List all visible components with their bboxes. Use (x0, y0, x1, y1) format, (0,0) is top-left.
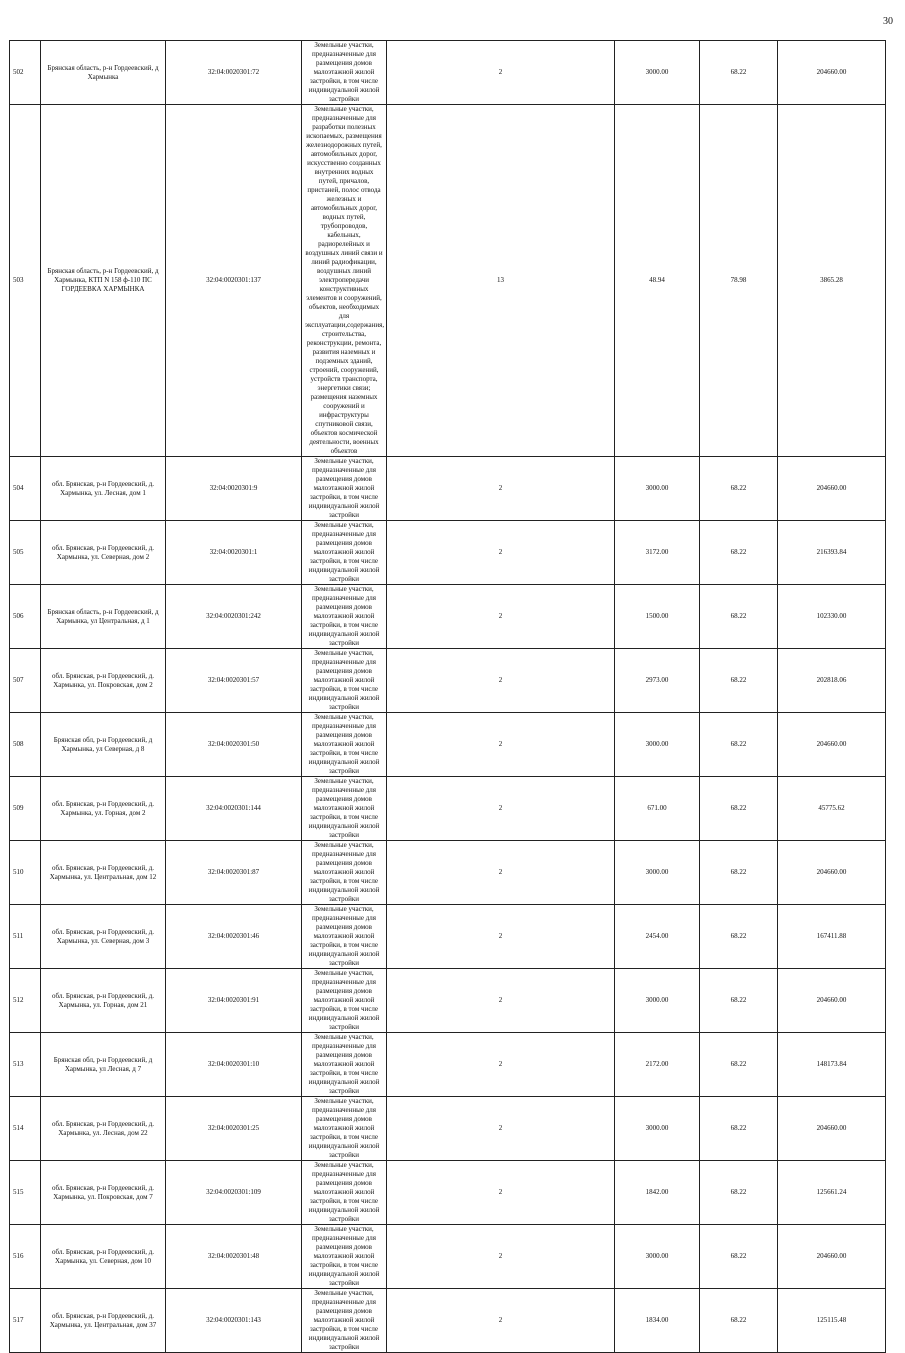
address-cell: обл. Брянская, р-н Гордеевский, д. Хармынка, ул. Покровская, дом 2 (41, 649, 166, 713)
table-row (10, 1289, 886, 1353)
rate-cell: 68.22 (700, 905, 778, 969)
table-row (10, 105, 886, 457)
row-number: 505 (10, 521, 41, 585)
cadastral-number-cell: 32:04:0020301:10 (166, 1033, 302, 1097)
table-row (10, 649, 886, 713)
rate-cell: 68.22 (700, 457, 778, 521)
permitted-use-cell: Земельные участки, предназначенные для разработки полезных ископаемых, размещения железнодорожных путей, автомобильных дорог, искусственно созданных внутренних водных путей, причалов, пристаней, полос отвода железных и автомобильных дорог, водных путей, трубопроводов, кабельных, радиорелейных и воздушных линий связи и линий радиофикации, воздушных линий электропередачи конструктивных элементов и сооружений, объектов, необходимых для эксплуатации,содержания, строительства, реконструкции, ремонта, развития наземных и подземных зданий, строений, сооружений, устройств транспорта, энергетики связи; размещения наземных сооружений и инфраструктуры спутниковой связи, объектов космической деятельности, военных объектов (302, 105, 387, 457)
table-row (10, 1033, 886, 1097)
row-number: 507 (10, 649, 41, 713)
address-cell: обл. Брянская, р-н Гордеевский, д. Хармынка, ул. Лесная, дом 22 (41, 1097, 166, 1161)
permitted-use-cell: Земельные участки, предназначенные для размещения домов малоэтажной жилой застройки, в том числе индивидуальной жилой застройки (302, 713, 387, 777)
category-cell: 2 (387, 969, 615, 1033)
address-cell: обл. Брянская, р-н Гордеевский, д. Хармынка, ул. Лесная, дом 1 (41, 457, 166, 521)
area-cell: 3000.00 (615, 713, 700, 777)
table-body (10, 41, 886, 1353)
area-cell: 3000.00 (615, 1225, 700, 1289)
cadastral-value-cell: 204660.00 (778, 1225, 886, 1289)
row-number: 516 (10, 1225, 41, 1289)
category-cell: 2 (387, 1033, 615, 1097)
cadastral-number-cell: 32:04:0020301:87 (166, 841, 302, 905)
address-cell: Брянская область, р-н Гордеевский, д Хармынка, ул Центральная, д 1 (41, 585, 166, 649)
category-cell: 2 (387, 457, 615, 521)
area-cell: 1834.00 (615, 1289, 700, 1353)
cadastral-number-cell: 32:04:0020301:144 (166, 777, 302, 841)
table-row (10, 777, 886, 841)
address-cell: Брянская область, р-н Гордеевский, д Хармынка, КТП N 158 ф-110 ПС ГОРДЕЕВКА ХАРМЫНКА (41, 105, 166, 457)
address-cell: Брянская обл, р-н Гордеевский, д Хармынка, ул Северная, д 8 (41, 713, 166, 777)
category-cell: 2 (387, 1161, 615, 1225)
table-row (10, 585, 886, 649)
cadastral-value-cell: 45775.62 (778, 777, 886, 841)
land-registry-table (9, 40, 886, 1353)
category-cell: 13 (387, 105, 615, 457)
row-number: 502 (10, 41, 41, 105)
permitted-use-cell: Земельные участки, предназначенные для размещения домов малоэтажной жилой застройки, в том числе индивидуальной жилой застройки (302, 521, 387, 585)
category-cell: 2 (387, 1225, 615, 1289)
category-cell: 2 (387, 41, 615, 105)
cadastral-number-cell: 32:04:0020301:143 (166, 1289, 302, 1353)
area-cell: 1500.00 (615, 585, 700, 649)
permitted-use-cell: Земельные участки, предназначенные для размещения домов малоэтажной жилой застройки, в том числе индивидуальной жилой застройки (302, 649, 387, 713)
cadastral-value-cell: 125661.24 (778, 1161, 886, 1225)
rate-cell: 68.22 (700, 41, 778, 105)
cadastral-value-cell: 216393.84 (778, 521, 886, 585)
table-row (10, 841, 886, 905)
category-cell: 2 (387, 585, 615, 649)
cadastral-value-cell: 204660.00 (778, 41, 886, 105)
permitted-use-cell: Земельные участки, предназначенные для размещения домов малоэтажной жилой застройки, в том числе индивидуальной жилой застройки (302, 41, 387, 105)
area-cell: 3000.00 (615, 969, 700, 1033)
table-row (10, 457, 886, 521)
area-cell: 2973.00 (615, 649, 700, 713)
row-number: 514 (10, 1097, 41, 1161)
cadastral-value-cell: 102330.00 (778, 585, 886, 649)
page-number: 30 (883, 16, 893, 27)
cadastral-value-cell: 204660.00 (778, 713, 886, 777)
permitted-use-cell: Земельные участки, предназначенные для размещения домов малоэтажной жилой застройки, в том числе индивидуальной жилой застройки (302, 1289, 387, 1353)
rate-cell: 68.22 (700, 1225, 778, 1289)
rate-cell: 68.22 (700, 649, 778, 713)
area-cell: 2454.00 (615, 905, 700, 969)
rate-cell: 68.22 (700, 777, 778, 841)
area-cell: 3000.00 (615, 457, 700, 521)
cadastral-number-cell: 32:04:0020301:25 (166, 1097, 302, 1161)
cadastral-number-cell: 32:04:0020301:50 (166, 713, 302, 777)
row-number: 508 (10, 713, 41, 777)
row-number: 513 (10, 1033, 41, 1097)
cadastral-number-cell: 32:04:0020301:242 (166, 585, 302, 649)
category-cell: 2 (387, 1289, 615, 1353)
rate-cell: 68.22 (700, 1097, 778, 1161)
rate-cell: 68.22 (700, 1289, 778, 1353)
address-cell: обл. Брянская, р-н Гордеевский, д. Хармынка, ул. Центральная, дом 12 (41, 841, 166, 905)
permitted-use-cell: Земельные участки, предназначенные для размещения домов малоэтажной жилой застройки, в том числе индивидуальной жилой застройки (302, 1161, 387, 1225)
permitted-use-cell: Земельные участки, предназначенные для размещения домов малоэтажной жилой застройки, в том числе индивидуальной жилой застройки (302, 905, 387, 969)
category-cell: 2 (387, 905, 615, 969)
table-row (10, 905, 886, 969)
category-cell: 2 (387, 841, 615, 905)
table-row (10, 713, 886, 777)
permitted-use-cell: Земельные участки, предназначенные для размещения домов малоэтажной жилой застройки, в том числе индивидуальной жилой застройки (302, 841, 387, 905)
cadastral-value-cell: 125115.48 (778, 1289, 886, 1353)
address-cell: обл. Брянская, р-н Гордеевский, д. Хармынка, ул. Северная, дом 2 (41, 521, 166, 585)
cadastral-number-cell: 32:04:0020301:46 (166, 905, 302, 969)
rate-cell: 78.98 (700, 105, 778, 457)
category-cell: 2 (387, 713, 615, 777)
row-number: 517 (10, 1289, 41, 1353)
category-cell: 2 (387, 521, 615, 585)
address-cell: Брянская область, р-н Гордеевский, д Хармынка (41, 41, 166, 105)
permitted-use-cell: Земельные участки, предназначенные для размещения домов малоэтажной жилой застройки, в том числе индивидуальной жилой застройки (302, 777, 387, 841)
row-number: 509 (10, 777, 41, 841)
area-cell: 3000.00 (615, 1097, 700, 1161)
address-cell: обл. Брянская, р-н Гордеевский, д. Хармынка, ул. Северная, дом 10 (41, 1225, 166, 1289)
permitted-use-cell: Земельные участки, предназначенные для размещения домов малоэтажной жилой застройки, в том числе индивидуальной жилой застройки (302, 969, 387, 1033)
permitted-use-cell: Земельные участки, предназначенные для размещения домов малоэтажной жилой застройки, в том числе индивидуальной жилой застройки (302, 457, 387, 521)
permitted-use-cell: Земельные участки, предназначенные для размещения домов малоэтажной жилой застройки, в том числе индивидуальной жилой застройки (302, 585, 387, 649)
area-cell: 3000.00 (615, 41, 700, 105)
row-number: 511 (10, 905, 41, 969)
cadastral-value-cell: 202818.06 (778, 649, 886, 713)
area-cell: 3172.00 (615, 521, 700, 585)
table-row (10, 41, 886, 105)
category-cell: 2 (387, 777, 615, 841)
category-cell: 2 (387, 1097, 615, 1161)
cadastral-number-cell: 32:04:0020301:72 (166, 41, 302, 105)
area-cell: 1842.00 (615, 1161, 700, 1225)
row-number: 510 (10, 841, 41, 905)
row-number: 503 (10, 105, 41, 457)
table-row (10, 521, 886, 585)
row-number: 506 (10, 585, 41, 649)
address-cell: обл. Брянская, р-н Гордеевский, д. Хармынка, ул. Центральная, дом 37 (41, 1289, 166, 1353)
rate-cell: 68.22 (700, 1033, 778, 1097)
cadastral-number-cell: 32:04:0020301:137 (166, 105, 302, 457)
address-cell: обл. Брянская, р-н Гордеевский, д. Хармынка, ул. Покровская, дом 7 (41, 1161, 166, 1225)
area-cell: 3000.00 (615, 841, 700, 905)
category-cell: 2 (387, 649, 615, 713)
permitted-use-cell: Земельные участки, предназначенные для размещения домов малоэтажной жилой застройки, в том числе индивидуальной жилой застройки (302, 1033, 387, 1097)
rate-cell: 68.22 (700, 585, 778, 649)
table-row (10, 1225, 886, 1289)
address-cell: обл. Брянская, р-н Гордеевский, д. Хармынка, ул. Северная, дом 3 (41, 905, 166, 969)
row-number: 504 (10, 457, 41, 521)
rate-cell: 68.22 (700, 1161, 778, 1225)
permitted-use-cell: Земельные участки, предназначенные для размещения домов малоэтажной жилой застройки, в том числе индивидуальной жилой застройки (302, 1225, 387, 1289)
cadastral-number-cell: 32:04:0020301:57 (166, 649, 302, 713)
table-row (10, 1161, 886, 1225)
cadastral-value-cell: 204660.00 (778, 969, 886, 1033)
cadastral-number-cell: 32:04:0020301:48 (166, 1225, 302, 1289)
address-cell: обл. Брянская, р-н Гордеевский, д. Хармынка, ул. Горная, дом 2 (41, 777, 166, 841)
cadastral-value-cell: 204660.00 (778, 457, 886, 521)
cadastral-number-cell: 32:04:0020301:109 (166, 1161, 302, 1225)
table-row (10, 1097, 886, 1161)
address-cell: Брянская обл, р-н Гордеевский, д Хармынка, ул Лесная, д 7 (41, 1033, 166, 1097)
cadastral-value-cell: 3865.28 (778, 105, 886, 457)
table-row (10, 969, 886, 1033)
area-cell: 48.94 (615, 105, 700, 457)
cadastral-value-cell: 148173.84 (778, 1033, 886, 1097)
cadastral-number-cell: 32:04:0020301:1 (166, 521, 302, 585)
rate-cell: 68.22 (700, 521, 778, 585)
cadastral-number-cell: 32:04:0020301:9 (166, 457, 302, 521)
cadastral-number-cell: 32:04:0020301:91 (166, 969, 302, 1033)
address-cell: обл. Брянская, р-н Гордеевский, д. Хармынка, ул. Горная, дом 21 (41, 969, 166, 1033)
rate-cell: 68.22 (700, 969, 778, 1033)
area-cell: 671.00 (615, 777, 700, 841)
rate-cell: 68.22 (700, 713, 778, 777)
cadastral-value-cell: 204660.00 (778, 841, 886, 905)
row-number: 515 (10, 1161, 41, 1225)
cadastral-value-cell: 167411.88 (778, 905, 886, 969)
area-cell: 2172.00 (615, 1033, 700, 1097)
rate-cell: 68.22 (700, 841, 778, 905)
permitted-use-cell: Земельные участки, предназначенные для размещения домов малоэтажной жилой застройки, в том числе индивидуальной жилой застройки (302, 1097, 387, 1161)
row-number: 512 (10, 969, 41, 1033)
cadastral-value-cell: 204660.00 (778, 1097, 886, 1161)
